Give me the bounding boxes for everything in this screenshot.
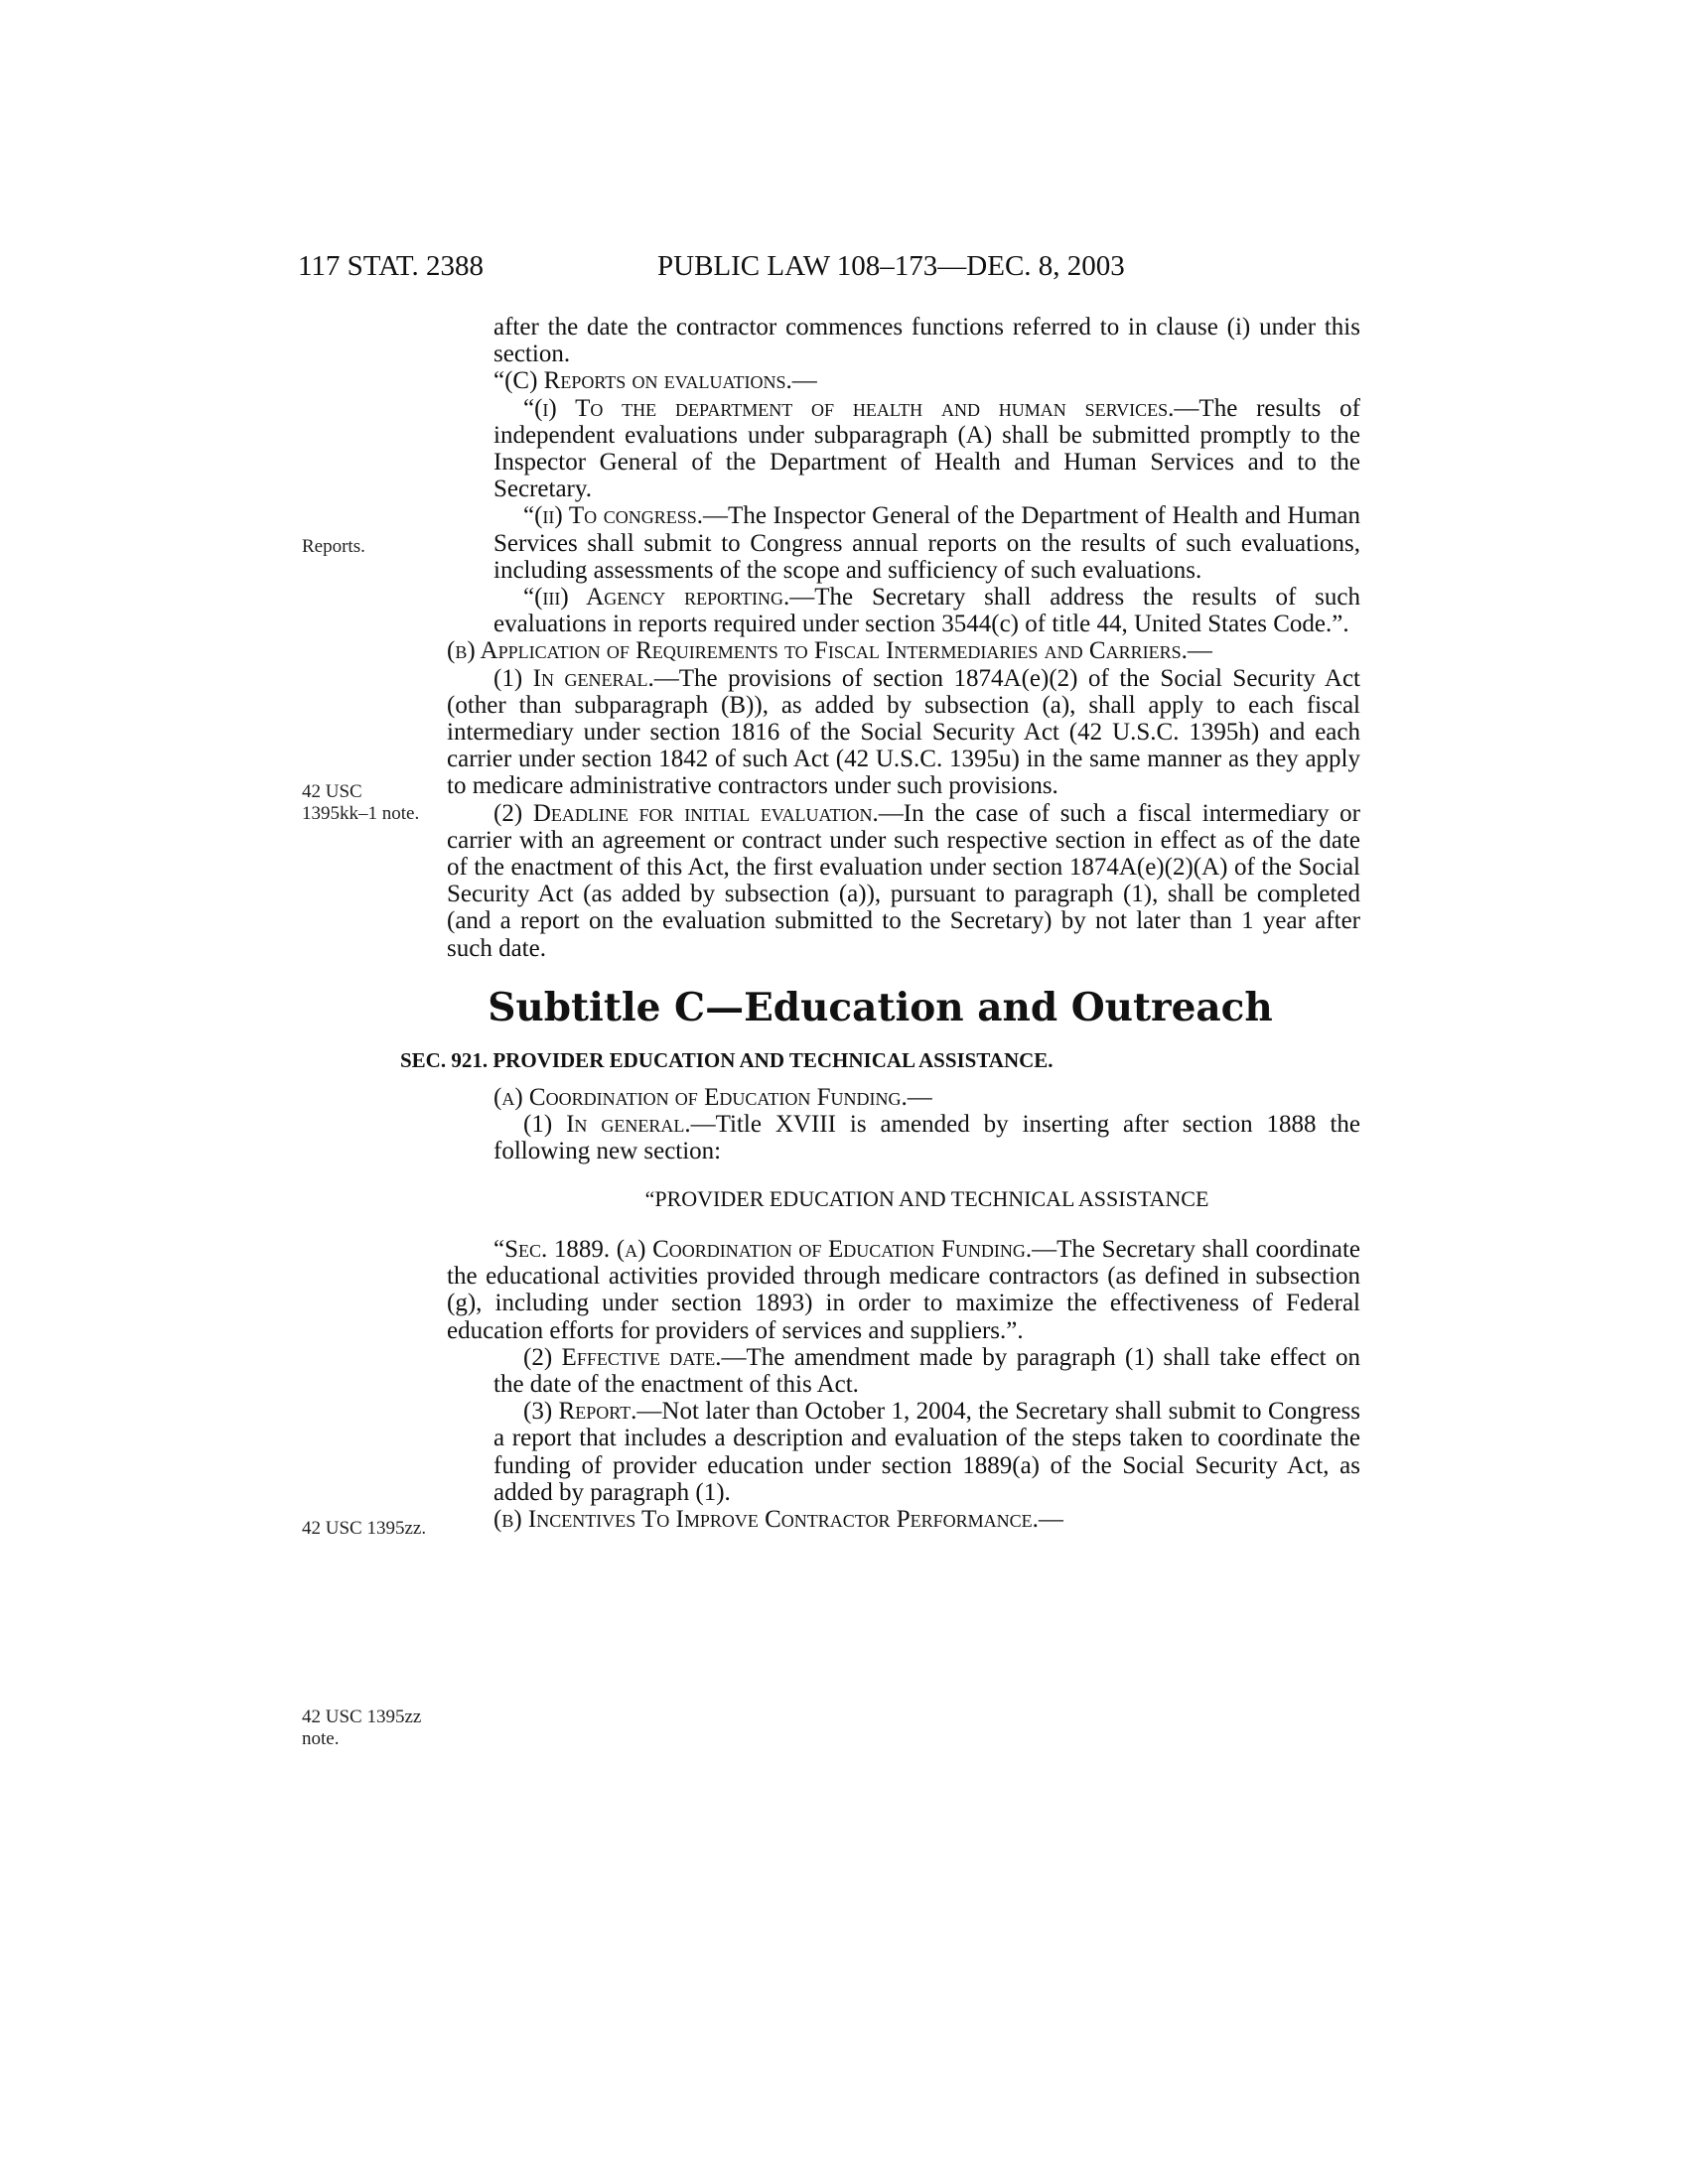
section-heading: SEC. 921. PROVIDER EDUCATION AND TECHNICAL ASSISTANCE. xyxy=(400,1047,1054,1072)
paragraph-reports-on-evaluations xyxy=(493,367,1360,394)
paragraph-text: —In the case of such a fiscal intermediary or carrier with an agreement or contract under such respective section in effect as of the date of the enactment of this Act, the first evaluation under section 1874A(e)(2)(A) of the Social Security Act (as added by subsection (a)), pursuant to paragraph (1), shall be completed (and a report on the evaluation submitted to the Secretary) by not later than 1 year after such date. xyxy=(447,799,1360,962)
section-heading-inline: “Sec. 1889. (a) Coordination of Education Funding. xyxy=(493,1235,1033,1263)
page-stat-citation: 117 STAT. 2388 xyxy=(298,250,484,282)
margin-note-line: 42 USC xyxy=(302,781,362,802)
margin-note-line: 42 USC 1395zz xyxy=(302,1706,422,1727)
subsection-application-of-requirements xyxy=(400,637,1360,664)
subsection-heading: (a) Coordination of Education Funding.— xyxy=(493,1084,932,1112)
clause-to-hhs xyxy=(493,395,1360,503)
running-header-title: PUBLIC LAW 108–173—DEC. 8, 2003 xyxy=(657,250,1125,282)
paragraph-heading: (1) In general. xyxy=(523,1111,691,1139)
clause-to-congress xyxy=(493,502,1360,584)
paragraph-heading: (2) Effective date. xyxy=(523,1343,722,1371)
statute-body xyxy=(400,314,1361,1533)
clause-text: —The Secretary shall address the results of such evaluations in reports required under section 3544(c) of title 44, United States Code.”. xyxy=(493,584,1360,638)
subsection-incentives xyxy=(447,1506,1360,1533)
paragraph-text: —Title XVIII is amended by inserting after section 1888 the following new section: xyxy=(493,1111,1360,1165)
paragraph-continuation: after the date the contractor commences functions referred to in clause (i) under this section. xyxy=(493,314,1360,368)
paragraph-in-general xyxy=(447,665,1360,800)
inserted-section-title: “PROVIDER EDUCATION AND TECHNICAL ASSISTANCE xyxy=(644,1185,1209,1211)
clause-heading: “(ii) To congress. xyxy=(523,502,704,530)
subtitle-heading: Subtitle C—Education and Outreach xyxy=(488,984,1273,1030)
margin-note-reports: Reports. xyxy=(302,536,365,557)
margin-note-line: note. xyxy=(302,1728,340,1749)
paragraph-heading: (3) Report. xyxy=(523,1398,637,1426)
section-text: —The Secretary shall coordinate the educational activities provided through medicare contractors (as defined in subsection (g), including under section 1893) in order to maximize the effectiveness of Federal education efforts for providers of services and suppliers.”. xyxy=(447,1235,1360,1344)
paragraph-heading: “(C) Reports on evaluations.— xyxy=(493,367,817,395)
paragraph-heading: (2) Deadline for initial evaluation. xyxy=(493,799,879,827)
paragraph-text: —The amendment made by paragraph (1) shall take effect on the date of the enactment of this Act. xyxy=(493,1343,1361,1398)
margin-note-line: 1395kk–1 note. xyxy=(302,803,420,824)
margin-note-usc-1395zz-note xyxy=(302,1706,421,1750)
clause-agency-reporting xyxy=(493,584,1360,637)
paragraph-effective-date xyxy=(493,1344,1360,1398)
subsection-coordination-of-education-funding xyxy=(447,1084,1360,1111)
margin-note-usc-1395zz: 42 USC 1395zz. xyxy=(302,1518,427,1539)
inserted-section-1889 xyxy=(447,1236,1360,1344)
paragraph-heading: (1) In general. xyxy=(493,664,654,692)
margin-note-usc-1395kk xyxy=(302,781,419,825)
clause-text: —The results of independent evaluations under subparagraph (A) shall be submitted promptly to the Inspector General of the Department of Health and Human Services and to the Secretary. xyxy=(493,394,1360,503)
paragraph-deadline-initial-evaluation xyxy=(447,800,1360,962)
paragraph-text: —Not later than October 1, 2004, the Secretary shall submit to Congress a report that includes a description and evaluation of the steps taken to coordinate the funding of provider education under section 1889(a) of the Social Security Act, as added by paragraph (1). xyxy=(493,1398,1360,1506)
paragraph-text: —The provisions of section 1874A(e)(2) of the Social Security Act (other than subparagraph (B)), as added by subsection (a), shall apply to each fiscal intermediary under section 1816 of the Social Security Act (42 U.S.C. 1395h) and each carrier under section 1842 of such Act (42 U.S.C. 1395u) in the same manner as they apply to medicare administrative contractors under such provisions. xyxy=(447,664,1360,800)
clause-heading: “(i) To the department of health and human services. xyxy=(523,394,1175,422)
subsection-heading: (b) Application of Requirements to Fiscal Intermediaries and Carriers.— xyxy=(447,637,1212,665)
clause-text: —The Inspector General of the Department of Health and Human Services shall submit to Congress annual reports on the results of such evaluations, including assessments of the scope and sufficiency of such evaluations. xyxy=(493,502,1360,584)
paragraph-report xyxy=(493,1398,1360,1506)
paragraph-in-general-title-xviii xyxy=(493,1111,1360,1164)
clause-heading: “(iii) Agency reporting. xyxy=(523,584,790,612)
subsection-heading: (b) Incentives To Improve Contractor Performance.— xyxy=(493,1505,1063,1533)
